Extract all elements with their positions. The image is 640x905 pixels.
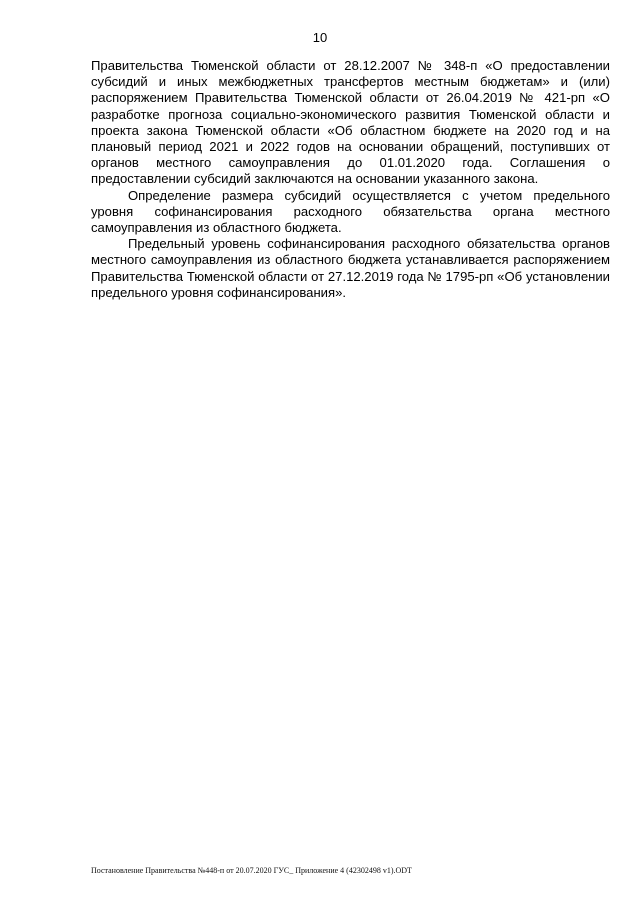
paragraph-cofinancing-level: Предельный уровень софинансирования расходного обязательства органов местного самоуправления из областного бюджета устанавливается распоряжением Правительства Тюменской области от 27.12.2019 года № 1795-рп «Об установлении предельного уровня софинансирования».	[91, 236, 610, 300]
paragraph-subsidy-size: Определение размера субсидий осуществляется с учетом предельного уровня софинансирования расходного обязательства органа местного самоуправления из областного бюджета.	[91, 187, 610, 236]
document-body	[91, 58, 610, 301]
paragraph-continuation: Правительства Тюменской области от 28.12.2007 № 348-п «О предоставлении субсидий и иных межбюджетных трансфертов местным бюджетам» и (или) распоряжением Правительства Тюменской области от 26.04.2019 № 421-рп «О разработке прогноза социально-экономического развития Тюменской области и проекта закона Тюменской области «Об областном бюджете на 2020 год и на плановый период 2021 и 2022 годов на основании обращений, поступивших от органов местного самоуправления до 01.01.2020 года. Соглашения о предоставлении субсидий заключаются на основании указанного закона.	[91, 58, 610, 187]
document-footer: Постановление Правительства №448-п от 20.07.2020 ГУС_ Приложение 4 (42302498 v1).ODT	[91, 866, 412, 875]
page-number: 10	[312, 30, 328, 45]
